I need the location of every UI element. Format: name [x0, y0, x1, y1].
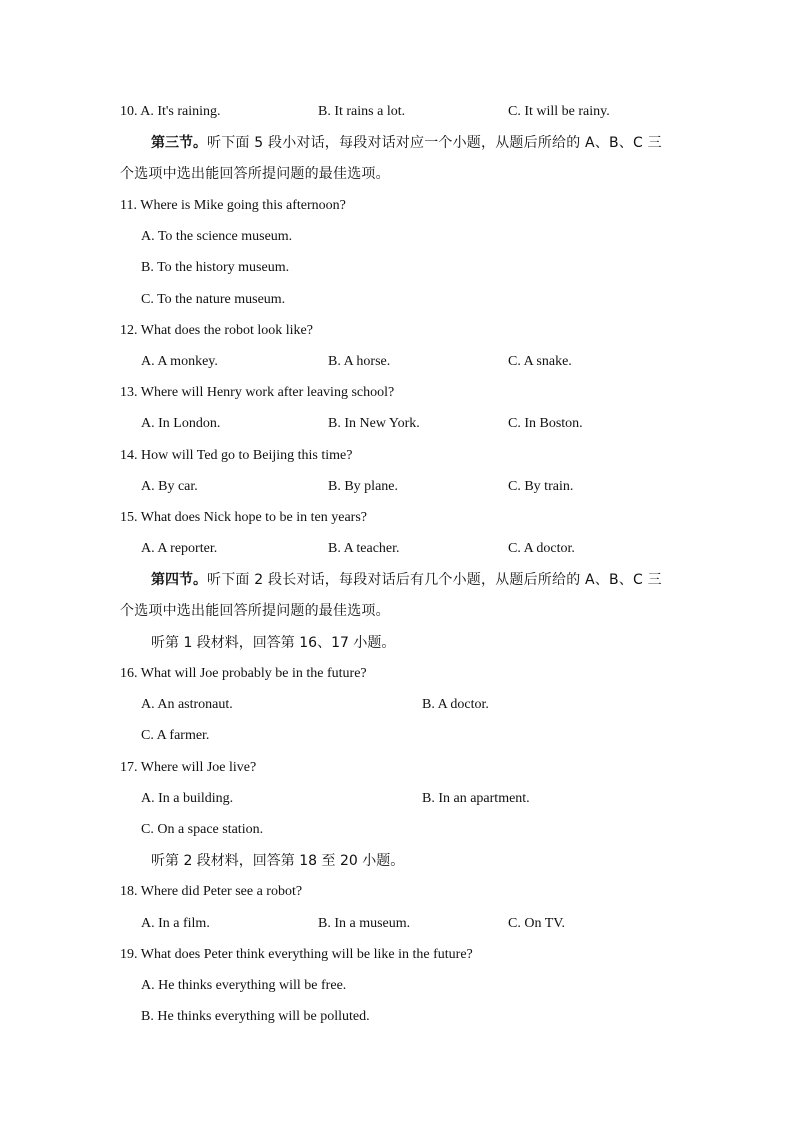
- section4-instruction-line1: [151, 571, 662, 590]
- q13-option-c: C. In Boston.: [508, 416, 583, 431]
- q14-option-c: C. By train.: [508, 479, 574, 494]
- section3-instruction-line1: [151, 134, 662, 153]
- q12-option-c: C. A snake.: [508, 354, 572, 369]
- q16-option-b: B. A doctor.: [422, 697, 489, 712]
- q13-option-a: A. In London.: [141, 416, 221, 431]
- section3-heading: 第三节。: [151, 135, 207, 151]
- q18-option-a: A. In a film.: [141, 916, 210, 931]
- section4-instruction-line2: 个选项中选出能回答所提问题的最佳选项。: [120, 603, 390, 619]
- q15-option-b: B. A teacher.: [328, 541, 400, 556]
- q17-option-c: C. On a space station.: [141, 822, 264, 837]
- q12-option-a: A. A monkey.: [141, 354, 218, 369]
- q14-question: 14. How will Ted go to Beijing this time?: [120, 448, 353, 463]
- q17-option-b: B. In an apartment.: [422, 791, 530, 806]
- q14-option-b: B. By plane.: [328, 479, 398, 494]
- q19-option-b: B. He thinks everything will be polluted.: [141, 1009, 370, 1024]
- q15-option-c: C. A doctor.: [508, 541, 575, 556]
- section4-instruction-text: 听下面 2 段长对话，每段对话后有几个小题，从题后所给的 A、B、C 三: [207, 572, 662, 588]
- material1-heading: 听第 1 段材料，回答第 16、17 小题。: [151, 635, 396, 651]
- q10-option-a: 10. A. It's raining.: [120, 104, 221, 119]
- q18-question: 18. Where did Peter see a robot?: [120, 884, 303, 899]
- q17-question: 17. Where will Joe live?: [120, 760, 257, 775]
- q17-option-a: A. In a building.: [141, 791, 234, 806]
- q15-option-a: A. A reporter.: [141, 541, 218, 556]
- q10-option-b: B. It rains a lot.: [318, 104, 406, 119]
- q14-option-a: A. By car.: [141, 479, 198, 494]
- q11-option-a: A. To the science museum.: [141, 229, 293, 244]
- q18-option-c: C. On TV.: [508, 916, 566, 931]
- q16-option-a: A. An astronaut.: [141, 697, 233, 712]
- q18-option-b: B. In a museum.: [318, 916, 411, 931]
- q13-option-b: B. In New York.: [328, 416, 420, 431]
- q11-question: 11. Where is Mike going this afternoon?: [120, 198, 346, 213]
- q15-question: 15. What does Nick hope to be in ten years?: [120, 510, 368, 525]
- q16-question: 16. What will Joe probably be in the future?: [120, 666, 367, 681]
- q12-option-b: B. A horse.: [328, 354, 391, 369]
- q19-question: 19. What does Peter think everything will be like in the future?: [120, 947, 473, 962]
- q16-option-c: C. A farmer.: [141, 728, 210, 743]
- section3-instruction-text: 听下面 5 段小对话，每段对话对应一个小题，从题后所给的 A、B、C 三: [207, 135, 662, 151]
- q13-question: 13. Where will Henry work after leaving school?: [120, 385, 395, 400]
- q11-option-b: B. To the history museum.: [141, 260, 290, 275]
- material2-heading: 听第 2 段材料，回答第 18 至 20 小题。: [151, 853, 405, 869]
- q12-question: 12. What does the robot look like?: [120, 323, 313, 338]
- section4-heading: 第四节。: [151, 572, 207, 588]
- q19-option-a: A. He thinks everything will be free.: [141, 978, 347, 993]
- q11-option-c: C. To the nature museum.: [141, 292, 286, 307]
- section3-instruction-line2: 个选项中选出能回答所提问题的最佳选项。: [120, 166, 390, 182]
- q10-option-c: C. It will be rainy.: [508, 104, 610, 119]
